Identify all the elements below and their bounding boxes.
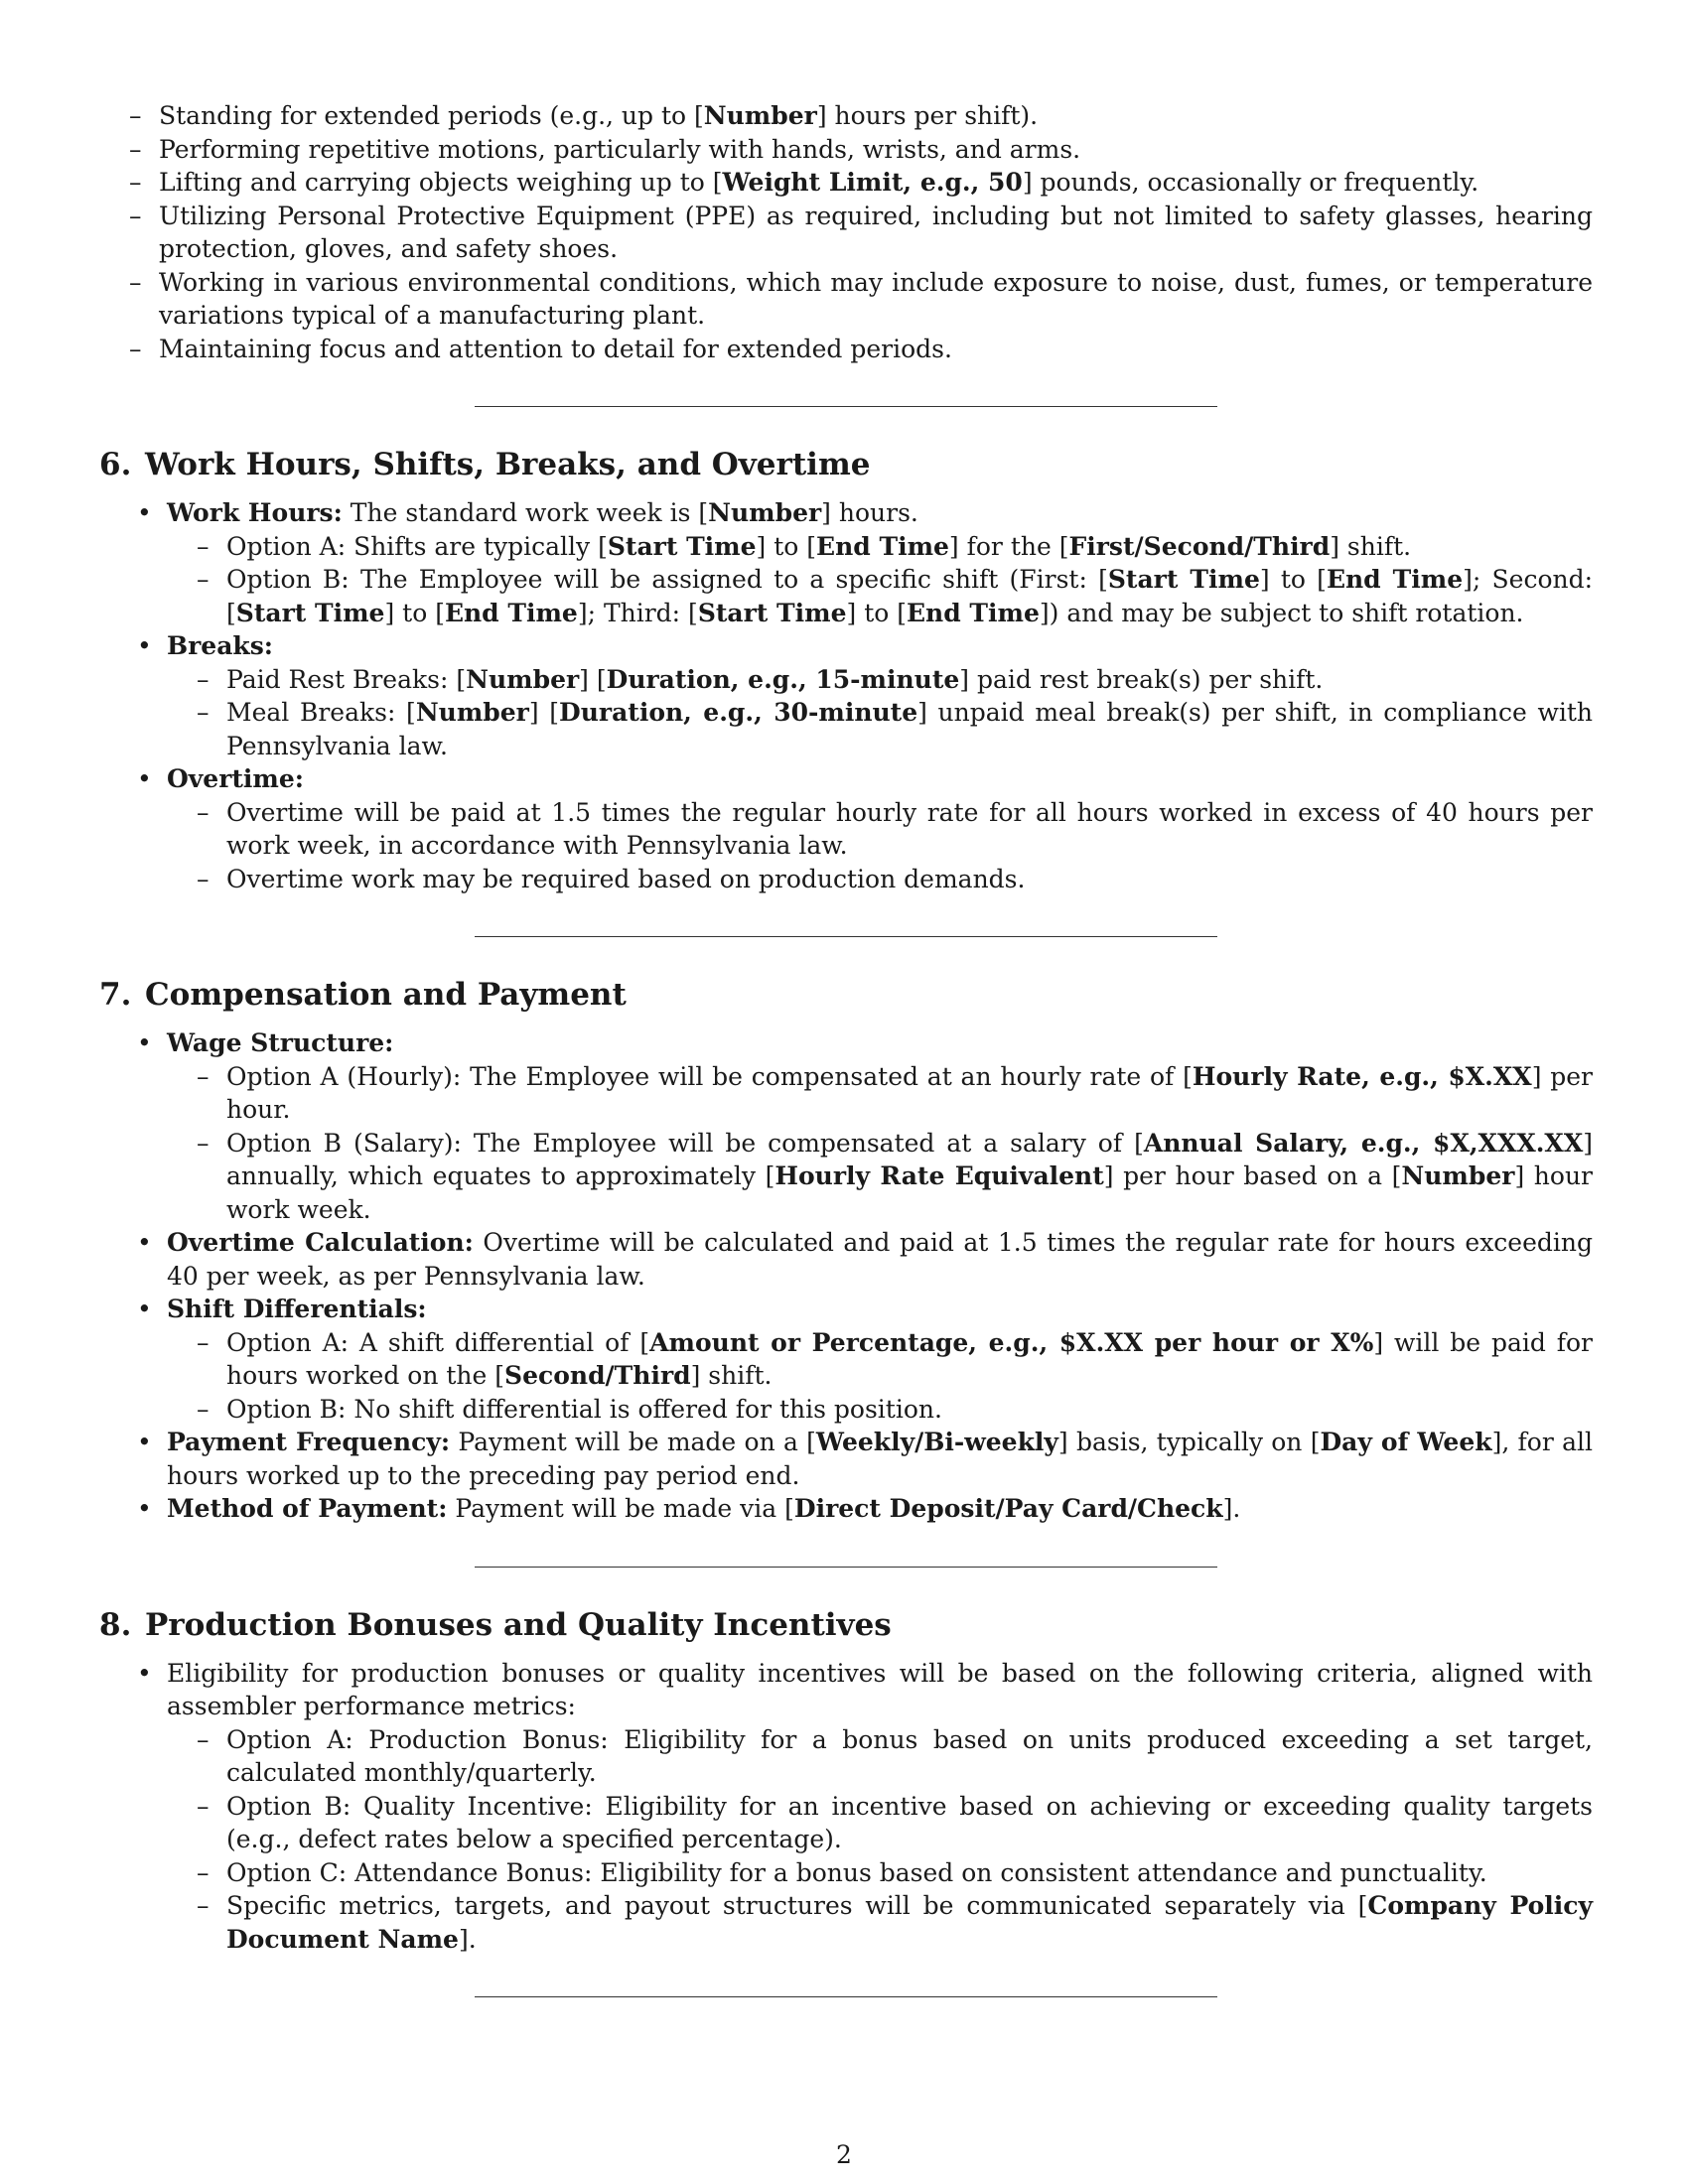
list-item: – Option A: A shift differential of [Amount or Percentage, e.g., $X.XX per hour or X%] will be paid for hours worked on the [Second/Third] shift.	[226, 1326, 1593, 1393]
list-item: – Option B (Salary): The Employee will be compensated at a salary of [Annual Salary, e.g., $X,XXX.XX] annually, which equates to approximately [Hourly Rate Equivalent] per hour based on a [Number] hour work week.	[226, 1127, 1593, 1227]
list-item: – Option A: Production Bonus: Eligibility for a bonus based on units produced exceeding a set target, calculated monthly/quarterly.	[226, 1723, 1593, 1790]
list-item: – Maintaining focus and attention to detail for extended periods.	[159, 333, 1593, 366]
section-divider	[475, 1567, 1217, 1568]
list-item: • Method of Payment: Payment will be made via [Direct Deposit/Pay Card/Check].	[167, 1492, 1593, 1526]
list-item: – Working in various environmental conditions, which may include exposure to noise, dust, fumes, or temperature variations typical of a manufacturing plant.	[159, 266, 1593, 333]
physical-requirements-list	[32, 99, 1593, 365]
list-item: – Lifting and carrying objects weighing up to [Weight Limit, e.g., 50] pounds, occasionally or frequently.	[159, 166, 1593, 200]
list-item: – Specific metrics, targets, and payout structures will be communicated separately via [Company Policy Document Name].	[226, 1889, 1593, 1956]
list-item: – Option B: Quality Incentive: Eligibility for an incentive based on achieving or exceeding quality targets (e.g., defect rates below a specified percentage).	[226, 1790, 1593, 1856]
list-item: – Meal Breaks: [Number] [Duration, e.g., 30-minute] unpaid meal break(s) per shift, in compliance with Pennsylvania law.	[226, 696, 1593, 762]
list-item: • Payment Frequency: Payment will be made on a [Weekly/Bi-weekly] basis, typically on [Day of Week], for all hours worked up to the preceding pay period end.	[167, 1426, 1593, 1492]
list-item: – Option C: Attendance Bonus: Eligibility for a bonus based on consistent attendance and punctuality.	[226, 1856, 1593, 1890]
section-heading-7: 7. Compensation and Payment	[99, 977, 627, 1013]
list-item: – Option A (Hourly): The Employee will be compensated at an hourly rate of [Hourly Rate, e.g., $X.XX] per hour.	[226, 1060, 1593, 1127]
list-item: • Overtime Calculation: Overtime will be calculated and paid at 1.5 times the regular rate for hours exceeding 40 per week, as per Pennsylvania law.	[167, 1226, 1593, 1293]
section-divider	[475, 1996, 1217, 1997]
section-heading-6: 6. Work Hours, Shifts, Breaks, and Overtime	[99, 447, 871, 482]
section-heading-8: 8. Production Bonuses and Quality Incentives	[99, 1606, 892, 1643]
list-item: – Utilizing Personal Protective Equipment (PPE) as required, including but not limited to safety glasses, hearing protection, gloves, and safety shoes.	[159, 200, 1593, 266]
list-item: – Overtime will be paid at 1.5 times the regular hourly rate for all hours worked in excess of 40 hours per work week, in accordance with Pennsylvania law.	[226, 796, 1593, 863]
list-item: • Overtime: – Overtime will be paid at 1.5 times the regular hourly rate for all hours worked in excess of 40 hours per work week, in accordance with Pennsylvania law. – Overtime work may be required based on production demands.	[167, 762, 1593, 895]
list-item: • Work Hours: The standard work week is [Number] hours. – Option A: Shifts are typically [Start Time] to [End Time] for the [First/Second/Third] shift. – Option B: The Employee will be assigned to a specific shift (First: [Start Time] to [End Time]; Second: [Start Time] to [End Time]; Third: [Start Time] to [End Time]) and may be subject to shift rotation.	[167, 496, 1593, 629]
section-divider	[475, 406, 1217, 407]
list-item: • Eligibility for production bonuses or quality incentives will be based on the following criteria, aligned with assembler performance metrics: – Option A: Production Bonus: Eligibility for a bonus based on units produced exceeding a set target, calculated monthly/quarterly. – Option B: Quality Incentive: Eligibility for an incentive based on achieving or exceeding quality targets (e.g., defect rates below a specified percentage). – Option C: Attendance Bonus: Eligibility for a bonus based on consistent attendance and punctuality. – Specific metrics, targets, and payout structures will be communicated separately via [Company Policy Document Name].	[167, 1657, 1593, 1957]
document-page	[99, 99, 1593, 2035]
list-item: • Shift Differentials: – Option A: A shift differential of [Amount or Percentage, e.g., $X.XX per hour or X%] will be paid for hours worked on the [Second/Third] shift. – Option B: No shift differential is offered for this position.	[167, 1293, 1593, 1426]
section-6-list	[99, 496, 1593, 895]
section-7-list	[99, 1026, 1593, 1526]
list-item: – Overtime work may be required based on production demands.	[226, 863, 1593, 896]
section-divider	[475, 936, 1217, 937]
list-item: • Wage Structure: – Option A (Hourly): The Employee will be compensated at an hourly rate of [Hourly Rate, e.g., $X.XX] per hour. – Option B (Salary): The Employee will be compensated at a salary of [Annual Salary, e.g., $X,XXX.XX] annually, which equates to approximately [Hourly Rate Equivalent] per hour based on a [Number] hour work week.	[167, 1026, 1593, 1226]
page-number: 2	[836, 2140, 852, 2169]
section-8-list	[99, 1657, 1593, 1957]
list-item: – Option A: Shifts are typically [Start Time] to [End Time] for the [First/Second/Third] shift.	[226, 530, 1593, 564]
list-item: – Performing repetitive motions, particularly with hands, wrists, and arms.	[159, 133, 1593, 167]
list-item: – Standing for extended periods (e.g., up to [Number] hours per shift).	[159, 99, 1593, 133]
list-item: – Option B: No shift differential is offered for this position.	[226, 1393, 1593, 1427]
list-item: • Breaks: – Paid Rest Breaks: [Number] [Duration, e.g., 15-minute] paid rest break(s) per shift. – Meal Breaks: [Number] [Duration, e.g., 30-minute] unpaid meal break(s) per shift, in compliance with Pennsylvania law.	[167, 629, 1593, 762]
list-item: – Option B: The Employee will be assigned to a specific shift (First: [Start Time] to [End Time]; Second: [Start Time] to [End Time]; Third: [Start Time] to [End Time]) and may be subject to shift rotation.	[226, 563, 1593, 629]
list-item: – Paid Rest Breaks: [Number] [Duration, e.g., 15-minute] paid rest break(s) per shift.	[226, 663, 1593, 697]
